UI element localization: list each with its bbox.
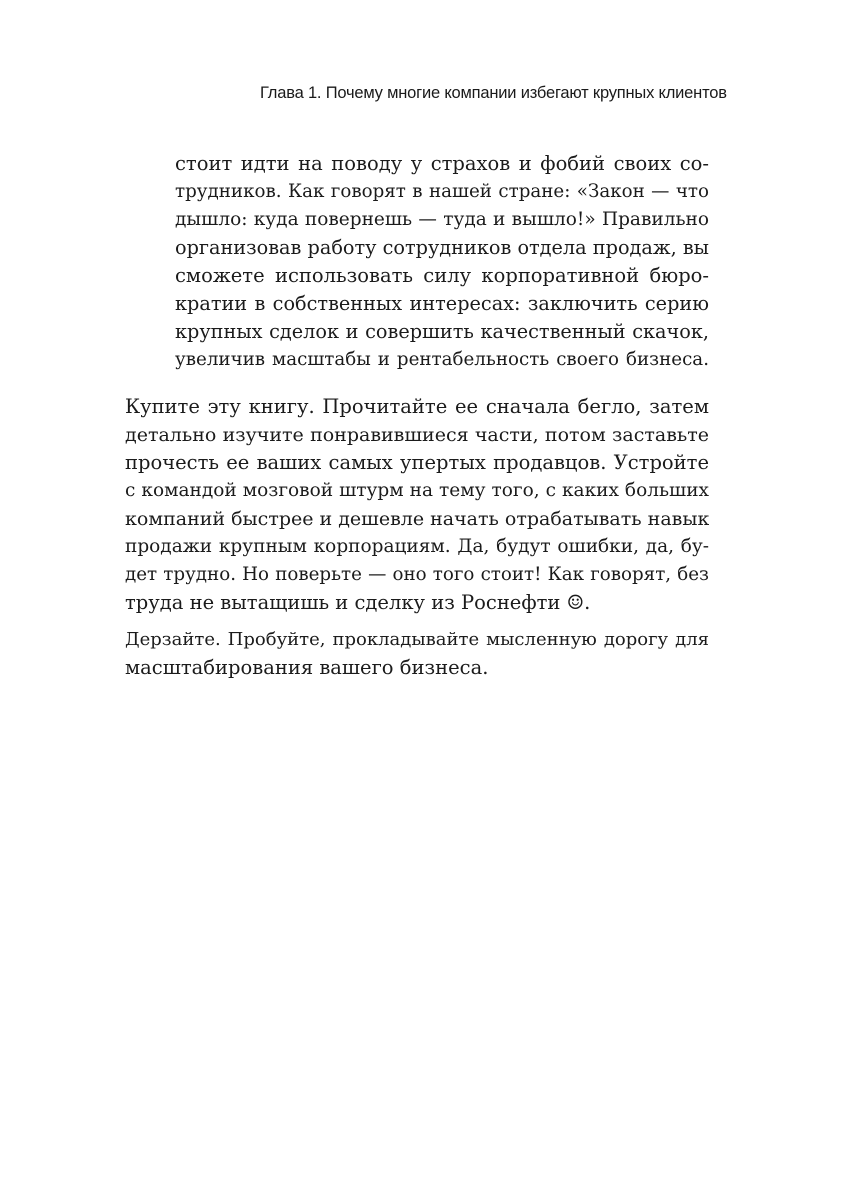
text-line: дышло: куда повернешь — туда и вышло!» Правильно xyxy=(175,209,709,230)
text-line: продажи крупным корпорациям. Да, будут ошибки, да, бу- xyxy=(125,536,709,557)
text-line: с командой мозговой штурм на тему того, с каких больших xyxy=(125,480,709,501)
indented-block xyxy=(175,150,709,374)
text-line: компаний быстрее и дешевле начать отрабатывать навык xyxy=(125,508,709,530)
running-header: Глава 1. Почему многие компании избегают крупных клиентов xyxy=(260,84,727,102)
text-line: Дерзайте. Пробуйте, прокладывайте мысленную дорогу для xyxy=(125,629,709,650)
text-line: трудников. Как говорят в нашей стране: «Закон — что xyxy=(175,181,709,202)
text-line: масштабирования вашего бизнеса. xyxy=(125,656,489,679)
text-line: сможете использовать силу корпоративной бюро- xyxy=(175,264,709,287)
text-line: прочесть ее ваших самых упертых продавцов. Устройте xyxy=(125,451,709,474)
text-line: труда не вытащишь и сделку из Роснефти ☺. xyxy=(125,591,591,614)
text-line: стоит идти на поводу у страхов и фобий своих со- xyxy=(175,152,709,175)
text-line: Купите эту книгу. Прочитайте ее сначала бегло, затем xyxy=(125,395,709,418)
text-line: кратии в собственных интересах: заключить серию xyxy=(175,292,709,315)
text-line: дет трудно. Но поверьте — оно того стоит! Как говорят, без xyxy=(125,564,709,585)
text-line: организовав работу сотрудников отдела продаж, вы xyxy=(175,236,709,259)
paragraph-buy-book xyxy=(125,393,709,617)
text-line: детально изучите понравившиеся части, потом заставьте xyxy=(125,424,709,446)
paragraph-dare xyxy=(125,626,709,682)
text-line: крупных сделок и совершить качественный скачок, xyxy=(175,320,709,343)
text-line: увеличив масштабы и рентабельность своего бизнеса. xyxy=(175,349,709,370)
